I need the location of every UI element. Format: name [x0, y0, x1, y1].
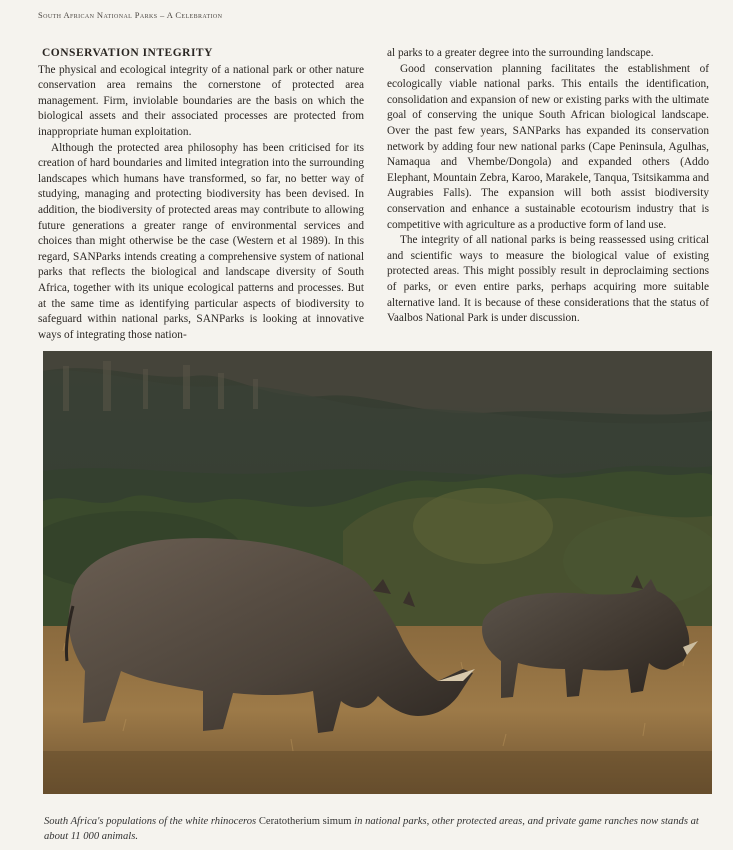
- paragraph-2: Although the protected area philosophy has been criticised for its creation of hard boundaries and limited integration into the surrounding landscapes which humans have transformed, so far, no better way of studying, managing and protecting biodiversity has been devised. In addition, the biodiversity of protected areas may contribute to allowing future generations a greater range of environmental services and choices than might otherwise be the case (Western et al 1989). In this regard, SANParks intends creating a comprehensive system of national parks that reflects the biological and landscape diversity of South Africa, together with its unique ecological patterns and processes. But at the same time as identifying particular aspects of biodiversity to safeguard within national parks, SANParks is looking at innovative ways of integrating those nation-: [38, 141, 364, 341]
- right-column: [387, 46, 709, 327]
- caption-text-1: South Africa's populations of the white rhinoceros: [44, 816, 259, 827]
- running-head: South African National Parks – A Celebration: [38, 10, 223, 20]
- paragraph-3: Good conservation planning facilitates the establishment of ecologically viable national parks. This entails the identification, consolidation and expansion of new or existing parks with the ultimate goal of conserving the unique South African biological landscape. Over the past few years, SANParks has expanded its conservation network by adding four new national parks (Cape Peninsula, Agulhas, Namaqua and Vhembe/Dongola) and expanded others (Addo Elephant, Mountain Zebra, Karoo, Marakele, Tanqua, Tsitsikamma and Augrabies Falls). The expansion will both assist biodiversity conservation and enhance a sustainable ecotourism industry that is competitive with agriculture as a productive form of land use.: [387, 62, 709, 231]
- paragraph-2-continued: al parks to a greater degree into the surrounding landscape.: [387, 47, 654, 59]
- paragraph-4: The integrity of all national parks is being reassessed using critical and scientific ways to measure the biological value of existing protected areas. This might possibly result in deproclaiming sections of parks, or even entire parks, perhaps acquiring more suitable alternative land. It is because of these considerations that the status of Vaalbos National Park is under discussion.: [387, 234, 709, 325]
- left-column: [38, 46, 364, 343]
- caption-text-2: in national parks, other protected areas, and private game ranches now stands at about 11 000 animals.: [44, 816, 699, 842]
- photo-caption: [44, 814, 716, 844]
- caption-species-name: Ceratotherium simum: [258, 816, 352, 827]
- paragraph-1: The physical and ecological integrity of a national park or other nature conservation area remains the cornerstone of protected area management. Firm, inviolable boundaries are the basis on which the biological assets and their associated processes are protected from inappropriate human exploitation.: [38, 63, 364, 138]
- section-heading: CONSERVATION INTEGRITY: [42, 47, 213, 59]
- rhino-photograph: [43, 351, 712, 794]
